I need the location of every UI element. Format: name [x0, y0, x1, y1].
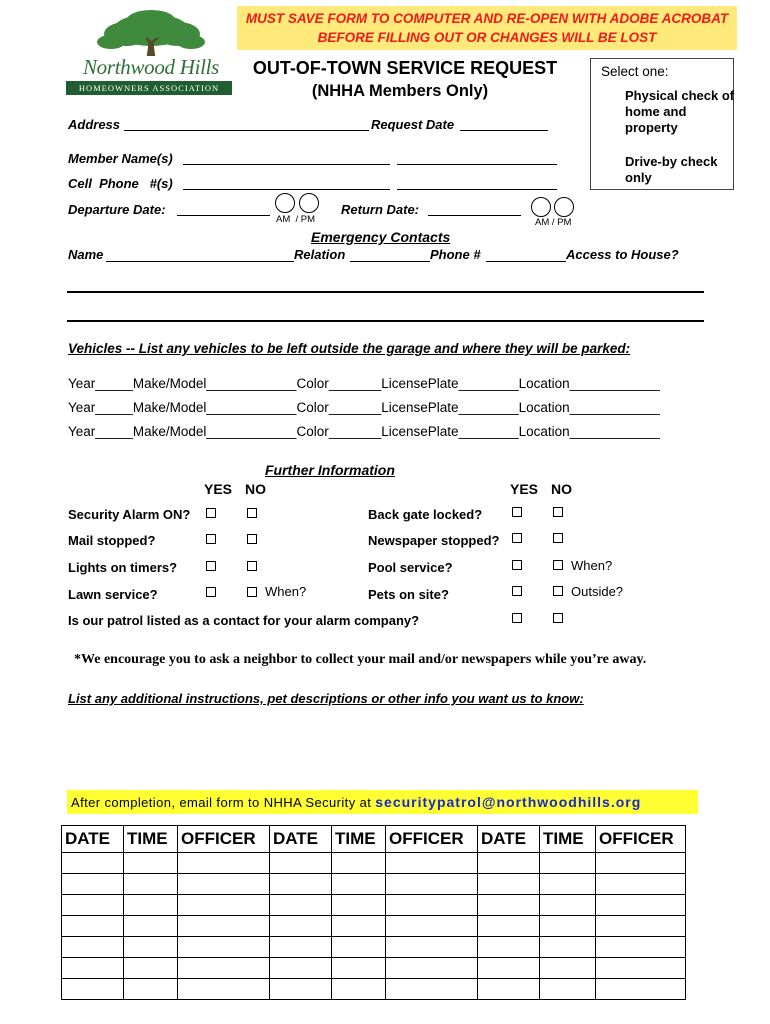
patrol-log-row	[62, 979, 686, 1000]
mail-stopped-label: Mail stopped?	[68, 533, 156, 548]
form-title: OUT-OF-TOWN SERVICE REQUEST	[252, 58, 558, 78]
email-instruction-text: After completion, email form to NHHA Security at	[71, 795, 376, 810]
patrol-log-cell[interactable]	[270, 937, 332, 958]
pets-yes-checkbox[interactable]	[512, 586, 522, 596]
newspaper-no-checkbox[interactable]	[553, 533, 563, 543]
patrol-log-cell[interactable]	[332, 853, 386, 874]
departure-date-label: Departure Date:	[68, 202, 166, 217]
patrol-log-cell[interactable]	[62, 853, 124, 874]
emergency-relation-underline	[350, 261, 430, 262]
patrol-log-table	[61, 825, 686, 1000]
patrol-log-cell[interactable]	[478, 853, 540, 874]
patrol-log-cell[interactable]	[62, 874, 124, 895]
form-subtitle: (NHHA Members Only)	[311, 82, 489, 100]
pool-service-no-checkbox[interactable]	[553, 560, 563, 570]
yes-header-right: YES	[510, 481, 539, 497]
patrol-log-cell[interactable]	[478, 958, 540, 979]
departure-am-pm-label: AM / PM	[276, 214, 316, 225]
patrol-log-cell[interactable]	[386, 853, 478, 874]
patrol-log-cell[interactable]	[332, 895, 386, 916]
log-header-officer-1: OFFICER	[178, 826, 270, 853]
vehicle-row-1[interactable]: Year_____Make/Model____________Color_______LicensePlate________Location____________	[68, 376, 660, 391]
member-name-field-1[interactable]	[183, 164, 390, 165]
patrol-log-cell[interactable]	[386, 958, 478, 979]
patrol-log-cell[interactable]	[478, 937, 540, 958]
patrol-log-cell[interactable]	[596, 916, 686, 937]
pool-service-label: Pool service?	[368, 560, 453, 575]
departure-date-field[interactable]	[177, 215, 270, 216]
patrol-log-cell[interactable]	[478, 916, 540, 937]
lawn-service-label: Lawn service?	[68, 587, 158, 602]
emergency-contact-line-2[interactable]	[67, 320, 704, 322]
patrol-log-cell[interactable]	[478, 874, 540, 895]
patrol-contact-no-checkbox[interactable]	[553, 613, 563, 623]
patrol-log-cell[interactable]	[270, 958, 332, 979]
patrol-log-cell[interactable]	[386, 979, 478, 1000]
patrol-log-row	[62, 874, 686, 895]
patrol-log-cell[interactable]	[540, 958, 596, 979]
patrol-log-cell[interactable]	[478, 895, 540, 916]
request-date-label: Request Date	[371, 117, 455, 132]
email-instruction-bar	[67, 790, 698, 814]
further-information-heading: Further Information	[265, 462, 395, 478]
save-warning-banner	[237, 6, 737, 50]
patrol-log-cell[interactable]	[178, 916, 270, 937]
patrol-log-row	[62, 937, 686, 958]
org-subtitle: HOMEOWNERS ASSOCIATION	[66, 81, 232, 95]
patrol-log-cell[interactable]	[332, 916, 386, 937]
back-gate-label: Back gate locked?	[368, 507, 483, 522]
patrol-log-cell[interactable]	[62, 979, 124, 1000]
vehicle-row-2[interactable]: Year_____Make/Model____________Color_______LicensePlate________Location____________	[68, 400, 660, 415]
member-name-field-2[interactable]	[397, 164, 557, 165]
warning-line-1: MUST SAVE FORM TO COMPUTER AND RE-OPEN WITH ADOBE ACROBAT	[245, 11, 729, 26]
lights-timers-no-checkbox[interactable]	[247, 561, 257, 571]
patrol-log-cell[interactable]	[178, 958, 270, 979]
patrol-log-cell[interactable]	[178, 937, 270, 958]
pool-when-label: When?	[571, 558, 613, 573]
patrol-log-cell[interactable]	[596, 895, 686, 916]
security-email-link[interactable]: securitypatrol@northwoodhills.org	[375, 794, 642, 810]
log-header-date-2: DATE	[270, 826, 332, 853]
patrol-log-cell[interactable]	[540, 937, 596, 958]
security-alarm-yes-checkbox[interactable]	[206, 508, 216, 518]
security-alarm-no-checkbox[interactable]	[247, 508, 257, 518]
additional-instructions-field[interactable]	[67, 712, 704, 780]
mail-stopped-no-checkbox[interactable]	[247, 534, 257, 544]
log-header-time-2: TIME	[332, 826, 386, 853]
patrol-log-cell[interactable]	[124, 979, 178, 1000]
newspaper-stopped-label: Newspaper stopped?	[368, 533, 500, 548]
patrol-log-cell[interactable]	[596, 958, 686, 979]
return-date-label: Return Date:	[341, 202, 420, 217]
patrol-log-cell[interactable]	[596, 937, 686, 958]
patrol-log-cell[interactable]	[270, 853, 332, 874]
additional-instructions-label: List any additional instructions, pet descriptions or other info you want us to know:	[68, 691, 584, 706]
patrol-log-cell[interactable]	[540, 874, 596, 895]
patrol-log-cell[interactable]	[596, 979, 686, 1000]
patrol-contact-label: Is our patrol listed as a contact for your alarm company?	[68, 613, 420, 628]
pets-outside-label: Outside?	[571, 584, 624, 599]
no-header-right: NO	[551, 481, 572, 497]
patrol-log-cell[interactable]	[124, 937, 178, 958]
patrol-log-cell[interactable]	[540, 916, 596, 937]
patrol-log-row	[62, 853, 686, 874]
patrol-log-cell[interactable]	[178, 874, 270, 895]
patrol-log-row	[62, 916, 686, 937]
encourage-note: *We encourage you to ask a neighbor to collect your mail and/or newspapers while you’re away.	[74, 652, 647, 667]
patrol-log-cell[interactable]	[124, 958, 178, 979]
lights-timers-label: Lights on timers?	[68, 560, 178, 575]
back-gate-yes-checkbox[interactable]	[512, 507, 522, 517]
patrol-log-cell[interactable]	[270, 979, 332, 1000]
patrol-log-cell[interactable]	[62, 916, 124, 937]
return-date-field[interactable]	[428, 215, 521, 216]
cell-phone-field-1[interactable]	[183, 189, 390, 190]
emergency-contact-line-1[interactable]	[67, 291, 704, 293]
mail-stopped-yes-checkbox[interactable]	[206, 534, 216, 544]
departure-pm-radio[interactable]	[299, 193, 319, 213]
patrol-log-cell[interactable]	[124, 916, 178, 937]
emergency-name-label: Name	[68, 247, 104, 262]
return-pm-radio[interactable]	[554, 197, 574, 217]
lawn-service-no-checkbox[interactable]	[247, 587, 257, 597]
emergency-contacts-heading: Emergency Contacts	[311, 229, 451, 245]
patrol-log-cell[interactable]	[540, 979, 596, 1000]
emergency-phone-underline	[486, 261, 566, 262]
vehicle-row-3[interactable]: Year_____Make/Model____________Color_______LicensePlate________Location____________	[68, 424, 660, 439]
lights-timers-yes-checkbox[interactable]	[206, 561, 216, 571]
log-header-date-3: DATE	[478, 826, 540, 853]
emergency-access-label: Access to House?	[566, 247, 679, 262]
patrol-log-cell[interactable]	[124, 853, 178, 874]
log-header-date-1: DATE	[62, 826, 124, 853]
patrol-log-cell[interactable]	[386, 937, 478, 958]
patrol-log-row	[62, 958, 686, 979]
patrol-log-cell[interactable]	[332, 874, 386, 895]
patrol-log-cell[interactable]	[178, 979, 270, 1000]
address-label: Address	[68, 117, 121, 132]
cell-phone-label: Cell Phone #(s)	[68, 176, 173, 191]
newspaper-yes-checkbox[interactable]	[512, 533, 522, 543]
no-header-left: NO	[245, 481, 266, 497]
patrol-log-cell[interactable]	[596, 853, 686, 874]
request-date-field[interactable]	[460, 130, 548, 131]
patrol-log-row	[62, 895, 686, 916]
lawn-service-yes-checkbox[interactable]	[206, 587, 216, 597]
emergency-relation-label: Relation	[294, 247, 346, 262]
patrol-log-body	[62, 853, 686, 1000]
address-field[interactable]	[124, 130, 369, 131]
patrol-log-header-row	[62, 826, 686, 853]
patrol-log-cell[interactable]	[332, 937, 386, 958]
log-header-officer-2: OFFICER	[386, 826, 478, 853]
log-header-officer-3: OFFICER	[596, 826, 686, 853]
pool-service-yes-checkbox[interactable]	[512, 560, 522, 570]
return-am-pm-label: AM / PM	[535, 217, 572, 228]
patrol-log-cell[interactable]	[386, 916, 478, 937]
yes-header-left: YES	[204, 481, 233, 497]
pets-on-site-label: Pets on site?	[368, 587, 449, 602]
patrol-log-cell[interactable]	[386, 895, 478, 916]
back-gate-no-checkbox[interactable]	[553, 507, 563, 517]
lawn-when-label: When?	[265, 584, 307, 599]
patrol-log-cell[interactable]	[596, 874, 686, 895]
drive-by-option[interactable]: Drive-by check only	[625, 154, 718, 185]
patrol-log-cell[interactable]	[540, 853, 596, 874]
patrol-log-cell[interactable]	[332, 979, 386, 1000]
patrol-log-cell[interactable]	[270, 916, 332, 937]
return-am-radio[interactable]	[531, 197, 551, 217]
select-one-label: Select one:	[601, 64, 669, 79]
security-alarm-label: Security Alarm ON?	[68, 507, 191, 522]
member-names-label: Member Name(s)	[68, 151, 173, 166]
log-header-time-1: TIME	[124, 826, 178, 853]
patrol-log-cell[interactable]	[124, 895, 178, 916]
patrol-log-cell[interactable]	[478, 979, 540, 1000]
emergency-name-underline	[106, 261, 294, 262]
patrol-log-cell[interactable]	[62, 958, 124, 979]
patrol-contact-yes-checkbox[interactable]	[512, 613, 522, 623]
patrol-log-cell[interactable]	[540, 895, 596, 916]
patrol-log-cell[interactable]	[270, 874, 332, 895]
cell-phone-field-2[interactable]	[397, 189, 557, 190]
log-header-time-3: TIME	[540, 826, 596, 853]
patrol-log-cell[interactable]	[62, 895, 124, 916]
patrol-log-cell[interactable]	[178, 895, 270, 916]
patrol-log-cell[interactable]	[332, 958, 386, 979]
emergency-phone-label: Phone #	[430, 247, 481, 262]
pets-no-checkbox[interactable]	[553, 586, 563, 596]
warning-line-2: BEFORE FILLING OUT OR CHANGES WILL BE LOST	[317, 30, 657, 45]
vehicles-heading: Vehicles -- List any vehicles to be left outside the garage and where they will be parked:	[68, 341, 631, 356]
patrol-log-cell[interactable]	[386, 874, 478, 895]
org-name: Northwood Hills	[82, 55, 220, 79]
physical-check-option[interactable]: Physical check of home and property	[625, 88, 735, 135]
patrol-log-cell[interactable]	[178, 853, 270, 874]
patrol-log-cell[interactable]	[62, 937, 124, 958]
departure-am-radio[interactable]	[275, 193, 295, 213]
patrol-log-cell[interactable]	[124, 874, 178, 895]
patrol-log-cell[interactable]	[270, 895, 332, 916]
